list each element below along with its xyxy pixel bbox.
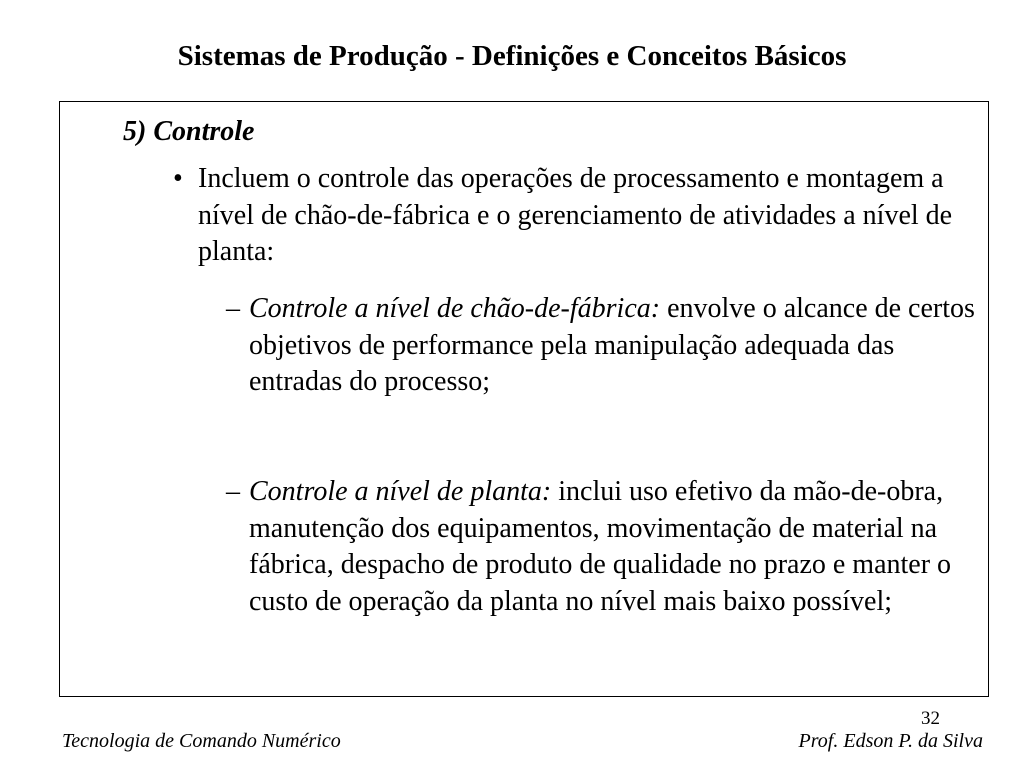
sub-item-marker: – <box>226 476 240 507</box>
sub-item-plant <box>249 474 979 620</box>
sub-item-lead: Controle a nível de chão-de-fábrica: <box>249 293 661 324</box>
sub-item-shop-floor <box>249 291 979 401</box>
section-heading: 5) Controle <box>123 116 255 147</box>
footer-author: Prof. Edson P. da Silva <box>798 730 983 752</box>
bullet-marker: • <box>173 163 183 194</box>
sub-item-lead: Controle a nível de planta: <box>249 476 552 507</box>
footer-course-name: Tecnologia de Comando Numérico <box>62 730 341 752</box>
sub-item-marker: – <box>226 293 240 324</box>
bullet-text: Incluem o controle das operações de processamento e montagem a nível de chão-de-fábrica e o gerenciamento de atividades a nível de planta: <box>198 163 953 267</box>
page-number: 32 <box>921 708 940 729</box>
sub-item-body: envolve o alcance de certos objetivos de performance pela manipulação adequada das entradas do processo; <box>249 293 975 397</box>
content-box <box>59 101 989 697</box>
sub-item-body: inclui uso efetivo da mão-de-obra, manutenção dos equipamentos, movimentação de material na fábrica, despacho de produto de qualidade no prazo e manter o custo de operação da planta no nível mais baixo possível; <box>249 476 952 617</box>
slide-title: Sistemas de Produção - Definições e Conceitos Básicos <box>177 40 847 72</box>
